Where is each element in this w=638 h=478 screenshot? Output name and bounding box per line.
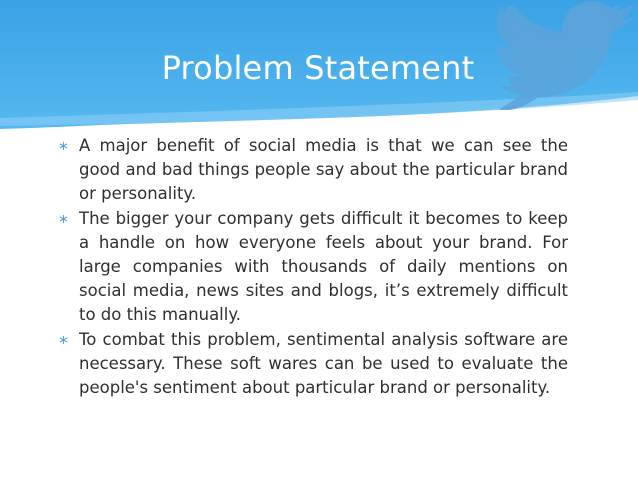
bullet-text: To combat this problem, sentimental analysis software are necessary. These soft wares can be used to evaluate the people's sentiment about particular brand or personality. [79, 329, 568, 398]
bullet-marker-icon: ∗ [58, 211, 69, 227]
bullet-text: A major benefit of social media is that we can see the good and bad things people say about the particular brand or personality. [79, 136, 568, 204]
slide-title [0, 48, 638, 88]
slide-title-text: Problem Statement [161, 49, 475, 87]
bullet-item [56, 328, 568, 401]
bullet-text: The bigger your company gets difficult it becomes to keep a handle on how everyone feels about your brand. For large companies with thousands of daily mentions on social media, news sites and blogs, it’s extremely difficult to do this manually. [79, 208, 568, 325]
bullet-item [56, 134, 568, 207]
bullet-marker-icon: ∗ [58, 332, 69, 348]
bullet-item [56, 207, 568, 328]
bullet-marker-icon: ∗ [58, 139, 69, 154]
bullet-list [56, 134, 568, 400]
